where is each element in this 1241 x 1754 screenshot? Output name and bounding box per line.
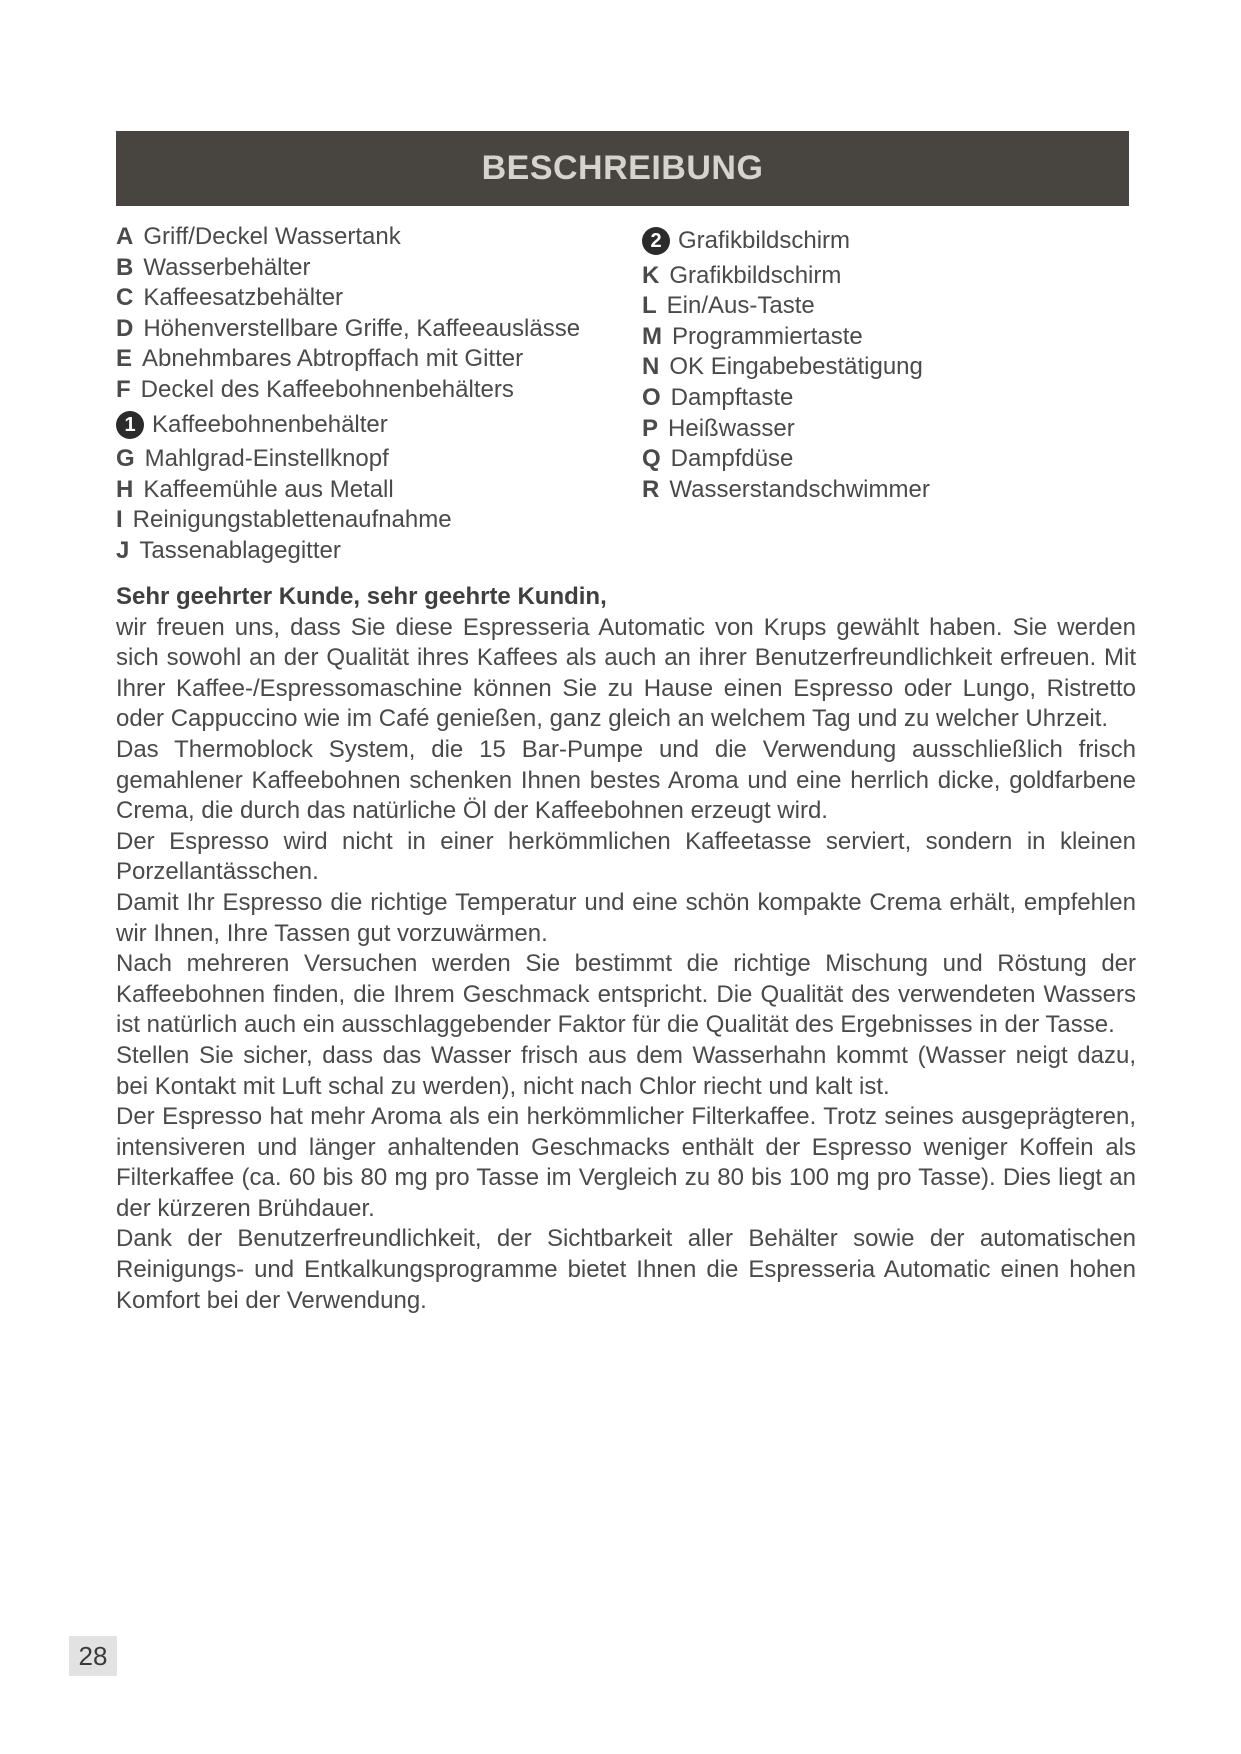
page-number: 28 xyxy=(69,1636,117,1676)
list-item xyxy=(642,291,1122,322)
item-letter: K xyxy=(642,261,660,289)
greeting: Sehr geehrter Kunde, sehr geehrte Kundin, xyxy=(116,583,607,610)
list-item xyxy=(642,352,1122,383)
item-letter: R xyxy=(642,475,660,503)
item-label: Dampfdüse xyxy=(670,445,794,473)
item-letter: C xyxy=(116,284,134,312)
item-letter: L xyxy=(642,292,657,320)
number-1-icon: 1 xyxy=(116,411,144,439)
paragraph: Das Thermoblock System, die 15 Bar-Pumpe und die Verwendung ausschließlich frisch gemahlener Kaffeebohnen schenken Ihnen bestes Aroma und eine herrlich dicke, goldfarbene Crema, die durch das natürliche Öl der Kaffeebohnen erzeugt wird. xyxy=(116,735,1136,825)
item-letter: J xyxy=(116,536,130,564)
paragraph: Dank der Benutzerfreundlichkeit, der Sichtbarkeit aller Behälter sowie der automatischen Reinigungs- und Entkalkungsprogramme bietet Ihnen die Espresseria Automatic einen hohen Komfort bei der Verwendung. xyxy=(116,1225,1136,1314)
list-item xyxy=(116,344,636,375)
item-letter: H xyxy=(116,475,134,503)
item-label: Kaffeesatzbehälter xyxy=(143,284,344,312)
paragraph: Stellen Sie sicher, dass das Wasser frisch aus dem Wasserhahn kommt (Wasser neigt dazu, bei Kontakt mit Luft schal zu werden), nicht nach Chlor riecht und kalt ist. xyxy=(116,1041,1136,1100)
item-label: Grafikbildschirm xyxy=(669,261,842,289)
list-item xyxy=(116,475,636,506)
item-label: Griff/Deckel Wassertank xyxy=(143,223,401,250)
list-item xyxy=(642,444,1122,475)
item-letter: E xyxy=(116,345,133,373)
item-label: Mahlgrad-Einstellknopf xyxy=(144,445,389,473)
section-title: BESCHREIBUNG xyxy=(481,149,764,187)
item-letter: G xyxy=(116,445,135,473)
item-label: Wasserstandschwimmer xyxy=(669,475,930,503)
item-letter: M xyxy=(642,322,662,350)
number-2-icon: 2 xyxy=(642,227,670,255)
paragraph: Damit Ihr Espresso die richtige Temperatur und eine schön kompakte Crema erhält, empfehlen wir Ihnen, Ihre Tassen gut vorzuwärmen. xyxy=(116,888,1136,947)
list-item xyxy=(116,253,636,284)
item-label: Abnehmbares Abtropffach mit Gitter xyxy=(142,345,524,373)
item-letter: N xyxy=(642,353,660,381)
list-item xyxy=(116,444,636,475)
item-label: Wasserbehälter xyxy=(143,253,311,281)
section-heading-label: Kaffeebohnenbehälter xyxy=(152,410,388,438)
list-item xyxy=(642,322,1122,353)
list-item xyxy=(642,261,1122,292)
item-label: Dampftaste xyxy=(670,383,794,411)
list-item xyxy=(642,475,1122,506)
list-item xyxy=(116,536,636,567)
item-letter: F xyxy=(116,375,131,403)
item-letter: B xyxy=(116,253,134,281)
item-letter: P xyxy=(642,414,659,442)
intro-text xyxy=(116,582,1136,1316)
item-label: Deckel des Kaffeebohnenbehälters xyxy=(140,375,514,403)
item-letter: A xyxy=(116,223,134,250)
section-heading-label: Grafikbildschirm xyxy=(678,227,851,254)
paragraph: Der Espresso hat mehr Aroma als ein herkömmlicher Filterkaffee. Trotz seines ausgeprägteren, intensiveren und länger anhaltenden Geschmacks enthält der Espresso weniger Koffein als Filterkaffee (ca. 60 bis 80 mg pro Tasse im Vergleich zu 80 bis 100 mg pro Tasse). Dies liegt an der kürzeren Brühdauer. xyxy=(116,1103,1136,1222)
list-item xyxy=(116,222,636,253)
list-item xyxy=(642,383,1122,414)
parts-list-left xyxy=(116,222,636,567)
item-label: Ein/Aus-Taste xyxy=(666,292,815,320)
item-label: Tassenablagegitter xyxy=(139,536,341,564)
list-item xyxy=(116,375,636,406)
item-letter: I xyxy=(116,506,123,534)
item-label: Programmiertaste xyxy=(672,322,863,350)
paragraph: wir freuen uns, dass Sie diese Espresseria Automatic von Krups gewählt haben. Sie werden sich sowohl an der Qualität ihres Kaffees als auch an ihrer Benutzerfreundlichkeit erfreuen. Mit Ihrer Kaffee-/Espressomaschine können Sie zu Hause einen Espresso oder Lungo, Ristretto oder Cappuccino wie im Café genießen, ganz gleich an welchem Tag und zu welcher Uhrzeit. xyxy=(116,613,1136,733)
paragraph: Der Espresso wird nicht in einer herkömmlichen Kaffeetasse serviert, sondern in kleinen Porzellantässchen. xyxy=(116,827,1136,886)
paragraph: Nach mehreren Versuchen werden Sie bestimmt die richtige Mischung und Röstung der Kaffeebohnen finden, die Ihrem Geschmack entspricht. Die Qualität des verwendeten Wassers ist natürlich auch ein ausschlaggebender Faktor für die Qualität des Ergebnisses in der Tasse. xyxy=(116,950,1136,1039)
section-heading-2 xyxy=(642,226,1122,257)
list-item xyxy=(116,505,636,536)
list-item xyxy=(642,414,1122,445)
section-header-bar xyxy=(116,131,1129,206)
item-letter: Q xyxy=(642,445,661,473)
item-letter: O xyxy=(642,383,661,411)
item-label: Heißwasser xyxy=(668,414,795,442)
item-letter: D xyxy=(116,314,134,342)
item-label: Reinigungstablettenaufnahme xyxy=(132,506,452,534)
list-item xyxy=(116,283,636,314)
item-label: Kaffeemühle aus Metall xyxy=(143,475,394,503)
parts-list-right xyxy=(642,222,1122,505)
item-label: OK Eingabebestätigung xyxy=(669,353,923,381)
list-item xyxy=(116,314,636,345)
item-label: Höhenverstellbare Griffe, Kaffeeauslässe xyxy=(143,314,581,342)
section-heading-1 xyxy=(116,410,636,441)
